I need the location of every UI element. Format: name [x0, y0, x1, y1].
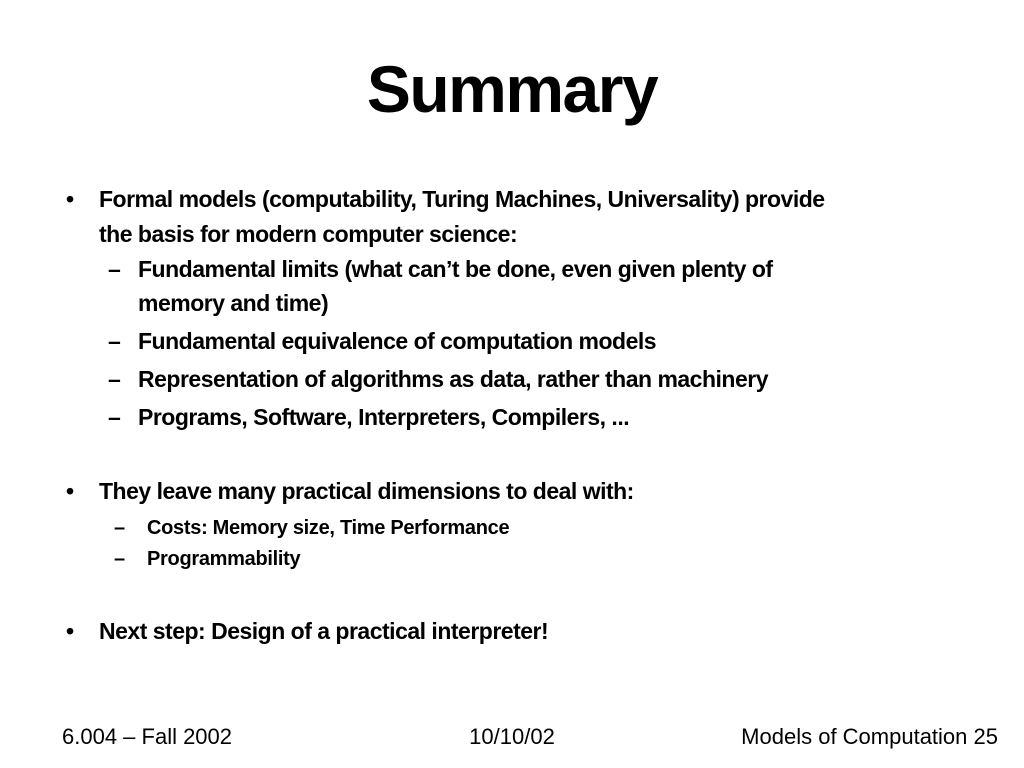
- sub-bullet-text: Fundamental equivalence of computation models: [138, 328, 657, 354]
- sub-bullet-list: [66, 513, 984, 574]
- bullet-text: They leave many practical dimensions to deal with:: [99, 478, 634, 504]
- bullet-item: [66, 614, 984, 649]
- bullet-text-line: the basis for modern computer science:: [99, 221, 518, 247]
- dash-marker: –: [114, 517, 125, 539]
- sub-bullet-text-line: memory and time): [138, 290, 329, 316]
- sub-bullet-text: [138, 252, 773, 320]
- bullet-marker: •: [66, 186, 74, 212]
- sub-bullet-item: [66, 400, 984, 434]
- sub-bullet-text-line: Fundamental limits (what can’t be done, even given plenty of: [138, 256, 773, 282]
- sub-bullet-item: [66, 324, 984, 358]
- bullet-item: [66, 182, 984, 252]
- sub-bullet-text: Costs: Memory size, Time Performance: [147, 517, 510, 539]
- bullet-item: [66, 474, 984, 509]
- sub-bullet-item: [66, 544, 984, 574]
- dash-marker: –: [108, 404, 121, 430]
- sub-bullet-text: Programs, Software, Interpreters, Compilers, ...: [138, 404, 630, 430]
- sub-bullet-text: Representation of algorithms as data, rather than machinery: [138, 366, 768, 392]
- footer-date: 10/10/02: [469, 724, 555, 749]
- sub-bullet-item: [66, 513, 984, 543]
- bullet-text-line: Formal models (computability, Turing Machines, Universality) provide: [99, 186, 825, 212]
- footer-course: 6.004 – Fall 2002: [62, 724, 233, 749]
- bullet-text: [99, 182, 825, 252]
- sub-bullet-item: [66, 362, 984, 396]
- footer-slide-label: Models of Computation 25: [741, 724, 998, 749]
- slide-body: [0, 182, 1024, 649]
- sub-bullet-list: [66, 252, 984, 434]
- dash-marker: –: [108, 366, 121, 392]
- slide-title: Summary: [366, 52, 658, 126]
- dash-marker: –: [114, 548, 125, 570]
- bullet-marker: •: [66, 618, 74, 644]
- sub-bullet-text: Programmability: [147, 548, 301, 570]
- bullet-marker: •: [66, 478, 74, 504]
- bullet-text: Next step: Design of a practical interpreter!: [99, 618, 549, 644]
- sub-bullet-item: [66, 252, 984, 320]
- dash-marker: –: [108, 256, 121, 282]
- dash-marker: –: [108, 328, 121, 354]
